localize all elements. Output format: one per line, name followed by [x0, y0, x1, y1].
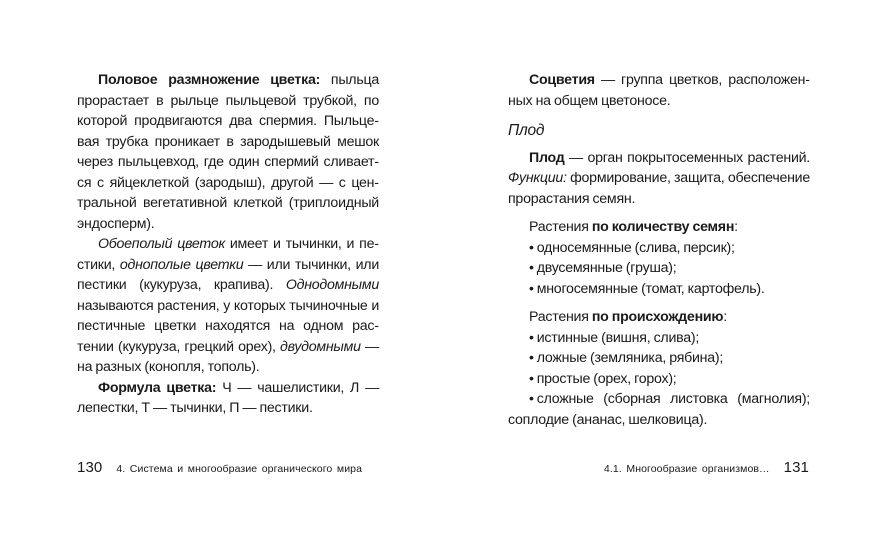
intro-by-seed-count: Растения [529, 219, 592, 235]
term-fruit: Плод [529, 149, 565, 166]
term-unisexual-flowers: однополые цветки [119, 256, 244, 273]
left-text-column [77, 70, 379, 419]
running-head: 4.1. Многообразие организмов… [603, 463, 770, 475]
bullet-icon: • [529, 239, 534, 256]
text-sexual-reproduction: пыльца прорастает в рыльце пыльцевой трубкой, по которой продвигаются два спермия. Пыльцевая трубка проникает в зародышевый мешок через пыльцевход, где один спермий сливается с яйцеклеткой (зародыш), другой — с центральной вегетативной клеткой (триплоидный эндосперм). [77, 72, 379, 232]
paragraph-inflorescence [508, 70, 810, 111]
list-item: • двусемянные (груша); [529, 260, 677, 276]
term-flower-formula: Формула цветка: [98, 379, 217, 396]
list-item: • односемянные (слива, персик); [529, 239, 735, 256]
criterion-seed-count: по количеству семян [591, 219, 735, 235]
intro-by-origin: Растения [529, 309, 592, 325]
paragraph-flower-reproduction [77, 70, 379, 234]
term-inflorescence: Соцветия [529, 72, 595, 88]
term-dioecious: двудомными [280, 338, 361, 355]
text-fruit: — орган покрытосеменных растений. [564, 149, 810, 166]
colon-seed-count: : [734, 219, 738, 235]
label-functions: Функции: [508, 170, 567, 186]
text-inflorescence: — группа цветков, расположенных на общем цветоносе. [508, 72, 810, 109]
criterion-origin: по происхождению [591, 309, 724, 325]
list-item: • сложные (сборная листовка (магнолия); соплодие (ананас, шелковица). [508, 391, 810, 428]
page-number: 130 [77, 459, 103, 476]
page-number: 131 [783, 459, 809, 476]
paragraph-flower-formula [77, 378, 379, 419]
list-by-origin [508, 328, 810, 431]
list-item: • истинные (вишня, слива); [529, 329, 700, 346]
text-functions: формирование, защита, обеспечение прорастания семян. [508, 170, 810, 207]
term-monoecious: Однодомными [285, 277, 379, 293]
term-bisexual-flower: Обоеполый цветок [98, 236, 225, 252]
list-item: • простые (орех, горох); [529, 370, 677, 387]
bullet-icon: • [529, 350, 534, 366]
list-by-seed-count [508, 238, 810, 300]
list-item: • многосемянные (томат, картофель). [529, 280, 765, 297]
text-flower-formula: Ч — чашелистики, Л — лепестки, Т — тычинки, П — пестики. [77, 379, 380, 416]
paragraph-flower-types [77, 234, 379, 378]
text-unisexual-flowers: — или тычинки, или пестики (кукуруза, крапива). [77, 256, 379, 293]
list-item: • ложные (земляника, рябина); [529, 350, 724, 366]
paragraph-fruit [508, 148, 810, 210]
bullet-icon: • [529, 280, 534, 297]
right-page [443, 0, 886, 544]
colon-origin: : [723, 309, 727, 325]
left-page-footer [77, 460, 362, 477]
term-sexual-reproduction: Половое размножение цветка: [98, 72, 321, 88]
running-head: 4. Система и многообразие органического мира [116, 463, 363, 475]
right-text-column [508, 70, 810, 430]
bullet-icon: • [529, 391, 534, 407]
text-bisexual-flower: имеет и тычинки, и пестики, [77, 236, 379, 273]
text-dioecious: — на разных (конопля, тополь). [77, 338, 379, 375]
right-page-footer [604, 460, 809, 477]
text-monoecious: называются растения, у которых тычиночные и пестичные цветки находятся на одном растении (кукуруза, грецкий орех), [77, 297, 379, 355]
bullet-icon: • [529, 329, 534, 346]
bullet-icon: • [529, 370, 534, 387]
bullet-icon: • [529, 260, 534, 276]
paragraph-by-origin [508, 307, 810, 328]
paragraph-by-seed-count [508, 217, 810, 238]
section-heading-fruit: Плод [508, 122, 545, 139]
